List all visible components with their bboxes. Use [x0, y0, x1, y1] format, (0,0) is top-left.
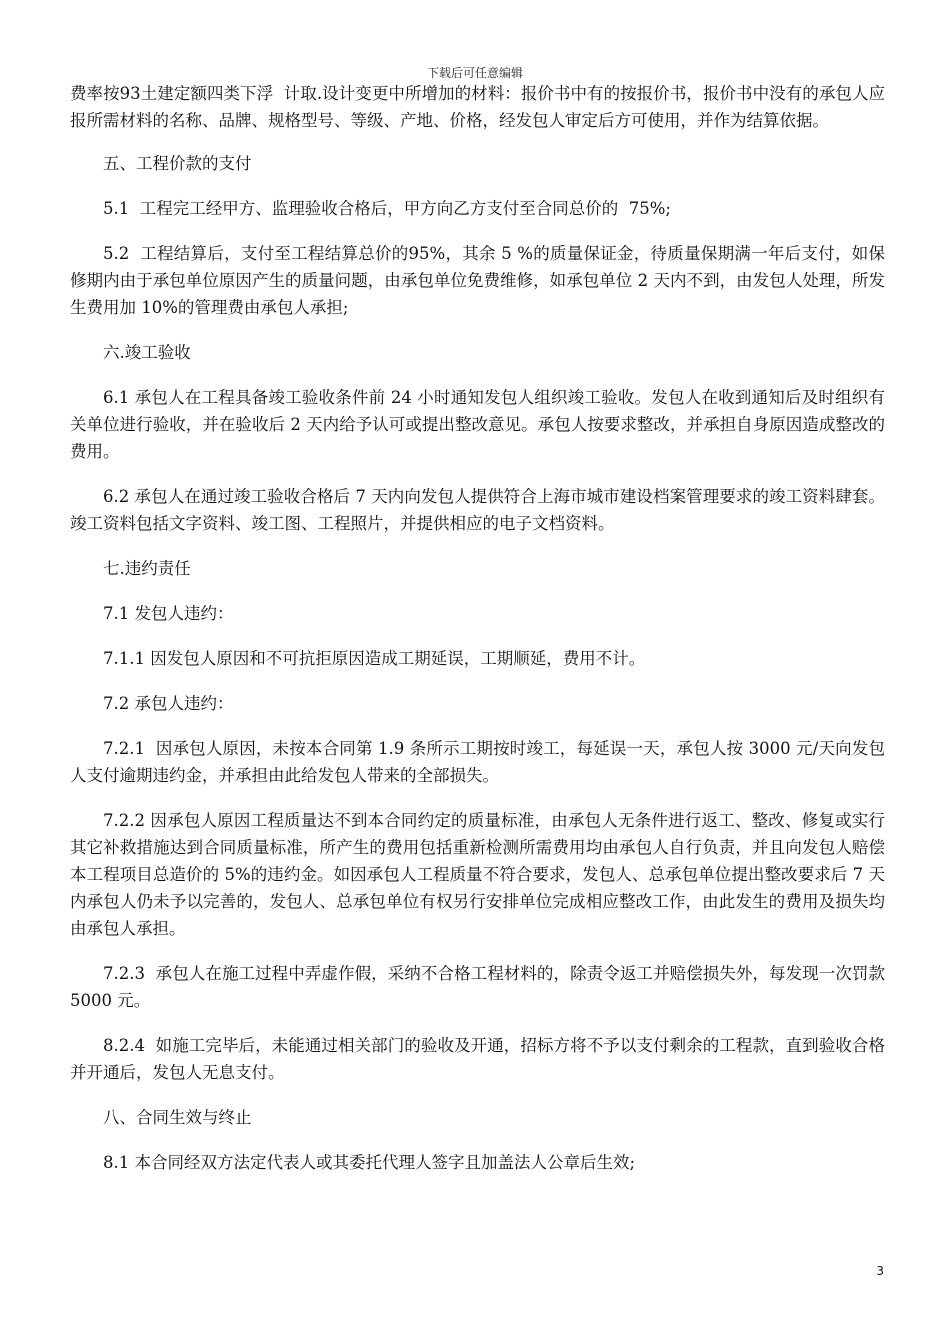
section-heading-payment: 五、工程价款的支付: [103, 154, 252, 173]
paragraph-fee-rate: 费率按93土建定额四类下浮 计取.设计变更中所增加的材料：报价书中有的按报价书，报价书中没有的承包人应报所需材料的名称、品牌、规格型号、等级、产地、价格，经发包人审定后方可使用，并作为结算依据。: [70, 84, 885, 130]
clause-5-1: 5.1 工程完工经甲方、监理验收合格后，甲方向乙方支付至合同总价的 75%;: [103, 199, 671, 218]
section-heading-effect-termination: 八、合同生效与终止: [103, 1108, 252, 1127]
clause-8-2-4: 8.2.4 如施工完毕后，未能通过相关部门的验收及开通，招标方将不予以支付剩余的工程款，直到验收合格并开通后，发包人无息支付。: [70, 1036, 885, 1082]
clause-8-1: 8.1 本合同经双方法定代表人或其委托代理人签字且加盖法人公章后生效;: [103, 1153, 636, 1172]
clause-6-1: 6.1 承包人在工程具备竣工验收条件前 24 小时通知发包人组织竣工验收。发包人在收到通知后及时组织有关单位进行验收，并在验收后 2 天内给予认可或提出整改意见。承包人按要求整改，并承担自身原因造成整改的费用。: [70, 388, 885, 461]
clause-7-2: 7.2 承包人违约：: [103, 694, 234, 713]
clause-7-2-2: 7.2.2 因承包人原因工程质量达不到本合同约定的质量标准，由承包人无条件进行返工、整改、修复或实行其它补救措施达到合同质量标准，所产生的费用包括重新检测所需费用均由承包人自行负责，并且向发包人赔偿本工程项目总造价的 5%的违约金。如因承包人工程质量不符合要求，发包人、总承包单位提出整改要求后 7 天内承包人仍未予以完善的，发包人、总承包单位有权另行安排单位完成相应整改工作，由此发生的费用及损失均由承包人承担。: [70, 811, 885, 938]
section-heading-liability: 七.违约责任: [103, 559, 191, 578]
clause-7-2-1: 7.2.1 因承包人原因，未按本合同第 1.9 条所示工期按时竣工，每延误一天，承包人按 3000 元/天向发包人支付逾期违约金，并承担由此给发包人带来的全部损失。: [70, 739, 885, 785]
section-heading-acceptance: 六.竣工验收: [103, 343, 191, 362]
document-body: [70, 80, 891, 1194]
clause-7-1-1: 7.1.1 因发包人原因和不可抗拒原因造成工期延误，工期顺延，费用不计。: [103, 649, 646, 668]
clause-7-2-3: 7.2.3 承包人在施工过程中弄虚作假，采纳不合格工程材料的，除责令返工并赔偿损失外，每发现一次罚款 5000 元。: [70, 964, 891, 1010]
clause-5-2: 5.2 工程结算后，支付至工程结算总价的95%，其余 5 %的质量保证金，待质量保期满一年后支付，如保修期内由于承包单位原因产生的质量问题，由承包单位免费维修，如承包单位 2 天内不到，由发包人处理，所发生费用加 10%的管理费由承包人承担;: [70, 244, 885, 317]
download-watermark: 下载后可任意编辑: [426, 66, 523, 80]
clause-6-2: 6.2 承包人在通过竣工验收合格后 7 天内向发包人提供符合上海市城市建设档案管理要求的竣工资料肆套。竣工资料包括文字资料、竣工图、工程照片，并提供相应的电子文档资料。: [70, 487, 885, 533]
page-number: 3: [876, 1264, 884, 1278]
clause-7-1: 7.1 发包人违约：: [103, 604, 234, 623]
